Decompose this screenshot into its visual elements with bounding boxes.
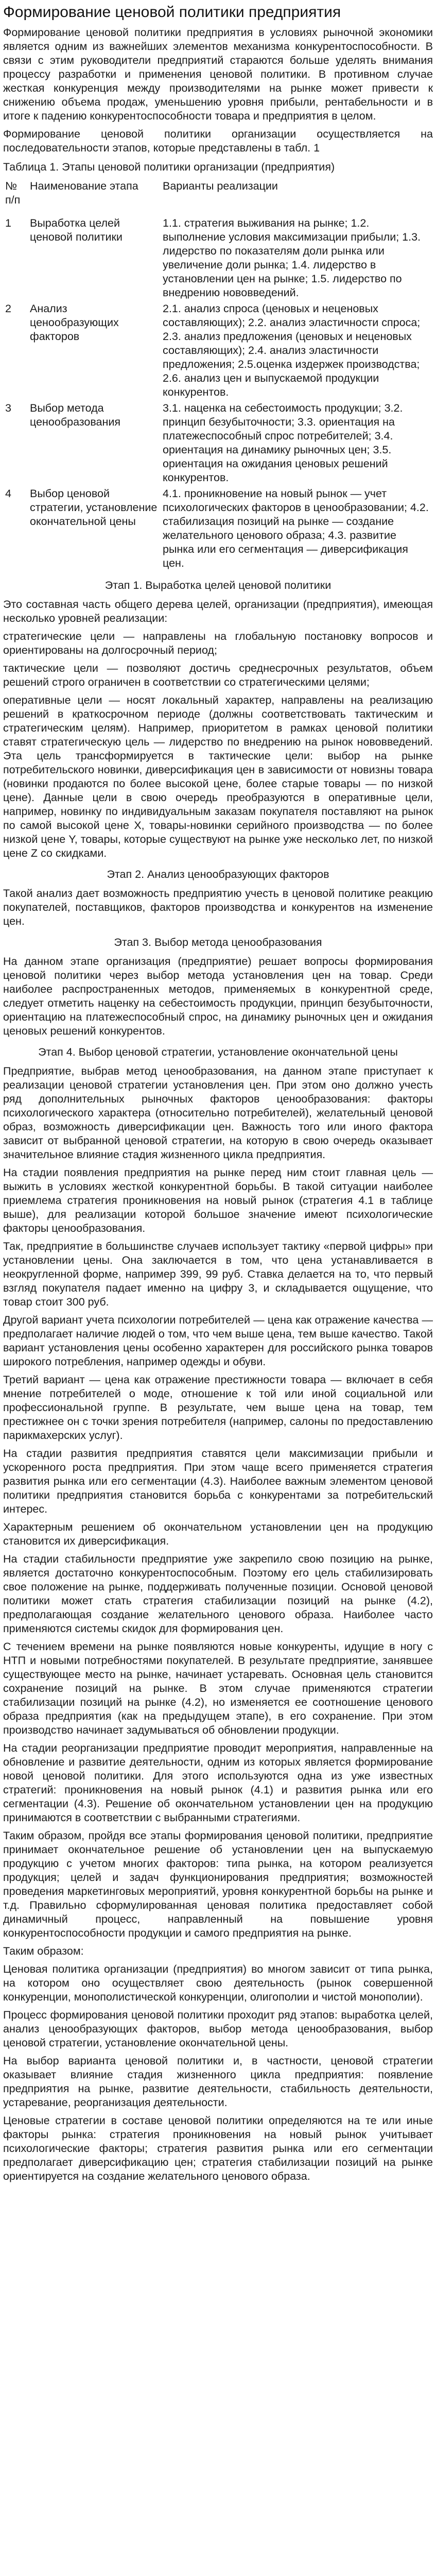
section-paragraph: Характерным решением об окончательном установлении цен на продукцию становится их диверсификация. bbox=[3, 1521, 433, 1547]
row-variants: 2.1. анализ спроса (ценовых и неценовых составляющих); 2.2. анализ эластичности спроса; 2.3. анализ предложения (ценовых и неценовых составляющих); 2.4. анализ эластичности предложения; 2.5.оценка издержек производства; 2.6. анализ цен и выпускаемой продукции конкурентов. bbox=[163, 302, 421, 398]
row-variants: 1.1. стратегия выживания на рынке; 1.2. выполнение условия максимизации прибыли; 1.3. лидерство по показателям доли рынка или увеличение доли рынка; 1.4. лидерство в установлении цен на рынке; 1.5. лидерство по внедрению нововведений. bbox=[163, 217, 421, 299]
row-stage: Выбор ценовой стратегии, установление окончательной цены bbox=[30, 487, 158, 528]
table-header-num: № п/п bbox=[5, 180, 21, 206]
section-paragraph: С течением времени на рынке появляются новые конкуренты, идущие в ногу с НТП и новыми потребностями покупателей. В результате предприятие, занявшее существующее место на рынке, начинает устаревать. Основная цель становится сохранение позиций на рынке. В этом случае применяются стратегии стабилизации позиций на рынке (4.2), но изменяется ее соотношение ценового образа предприятия (как на предыдущем этапе), в его сохранение. При этом производство начинает задумываться об обновлении продукции. bbox=[3, 1640, 433, 1736]
row-num: 2 bbox=[5, 302, 11, 315]
stages-table bbox=[3, 178, 433, 571]
section-paragraph: Другой вариант учета психологии потребителей — цена как отражение качества — предполагает наличие людей о том, что чем выше цена, тем выше качество. Такой вариант установления цены особенно характерен для российского рынка товаров широкого потребления, например одежды и обуви. bbox=[3, 1314, 433, 1368]
section-paragraph: Ценовые стратегии в составе ценовой политики определяются на те или иные факторы рынка: стратегия проникновения на новый рынок учитывает психологические факторы; стратегия развития рынка или его сегментации предполагает диверсификацию цен; стратегия стабилизации позиций на рынке ориентируется на создание желательного ценового образа. bbox=[3, 2114, 433, 2182]
table-header-stage: Наименование этапа bbox=[30, 180, 138, 192]
table-header-row bbox=[3, 178, 433, 208]
section-paragraph: стратегические цели — направлены на глобальную постановку вопросов и ориентированы на долгосрочный период; bbox=[3, 630, 433, 656]
row-stage: Выбор метода ценообразования bbox=[30, 402, 121, 428]
table-row bbox=[3, 301, 433, 400]
intro-paragraph: Формирование ценовой политики организации осуществляется на последовательности этапов, которые представлены в табл. 1 bbox=[3, 128, 433, 154]
intro-paragraph: Формирование ценовой политики предприятия в условиях рыночной экономики является одним из важнейших элементов механизма конкурентоспособности. В связи с этим руководители предприятий стараются больше уделять внимания процессу разработки и применения ценовой политики. В противном случае жесткая конкуренция между производителями на рынке может привести к снижению объема продаж, уменьшению уровня прибыли, рентабельности и в итоге к падению конкурентоспособности товара и предприятия в целом. bbox=[3, 26, 433, 122]
section-paragraph: Таким образом, пройдя все этапы формирования ценовой политики, предприятие принимает окончательное решение об установлении цен на выпускаемую продукцию с учетом многих факторов: типа рынка, на котором реализуется продукция; целей и задач функционирования предприятия; возможностей проведения маркетинговых мероприятий, уровня конкурентной борьбы на рынке и т.д. Правильно сформулированная ценовая политика предоставляет собой динамичный процесс, направленный на повышение уровня конкурентоспособности продукции и самого предприятия на рынке. bbox=[3, 1829, 433, 1939]
row-stage: Выработка целей ценовой политики bbox=[30, 217, 123, 243]
section-paragraph: Так, предприятие в большинстве случаев использует тактику «первой цифры» при установлении цены. Она заключается в том, что цена устанавливается в неокругленной форме, например 399, 99 руб. Ставка делается на то, что первый взгляд покупателя падает именно на цифру 3, и складывается ощущение, что товар стоит 300 руб. bbox=[3, 1240, 433, 1308]
table-header-variants: Варианты реализации bbox=[163, 180, 278, 192]
section-paragraph: Третий вариант — цена как отражение престижности товара — включает в себя мнение потребителей о моде, отношение к той или иной социальной или профессиональной группе. В результате, чем выше цена на товар, тем престижнее он с точки зрения потребителя (например, салоны по предоставлению парикмахерских услуг). bbox=[3, 1374, 433, 1442]
row-num: 3 bbox=[5, 402, 11, 414]
section-heading: Этап 4. Выбор ценовой стратегии, установление окончательной цены bbox=[38, 1046, 398, 1058]
row-num: 1 bbox=[5, 217, 11, 229]
section-heading: Этап 3. Выбор метода ценообразования bbox=[114, 936, 322, 948]
section-paragraph: оперативные цели — носят локальный характер, направлены на реализацию решений в краткосрочном периоде (должны соответствовать тактическим и стратегическим целям). Например, приоритетом в рамках ценовой политики ставят стратегическую цель — лидерство по внедрению на рынок нововведений. Эта цель трансформируется в тактические цели: выбор на рынке потребительского новинки, диверсификация цен в зависимости от новизны товара (новинки продаются по более высокой цене, более старые товары — по низкой цене). Данные цели в свою очередь преобразуются в оперативные цели, например, новинку по индивидуальным заказам покупателя поставляют на рынок по самой высокой цене X, товары-новинки серийного производства — по более низкой цене Y, товары, которые существуют на рынке уже несколько лет, по низкой цене Z со скидками. bbox=[3, 694, 433, 859]
section-paragraph: Процесс формирования ценовой политики проходит ряд этапов: выработка целей, анализ ценообразующих факторов, выбор метода ценообразования, выбор ценовой стратегии, установление окончательной цены. bbox=[3, 2009, 433, 2049]
row-stage: Анализ ценообразующих факторов bbox=[30, 302, 119, 343]
table-row bbox=[3, 486, 433, 571]
table-row bbox=[3, 215, 433, 301]
section-heading: Этап 1. Выработка целей ценовой политики bbox=[104, 579, 332, 591]
page-title: Формирование ценовой политики предприятия bbox=[3, 4, 341, 21]
section-paragraph: На данном этапе организация (предприятие) решает вопросы формирования ценовой политики через выбор метода установления цен на товар. Среди наиболее распространенных методов, применяемых в конкурентной среде, следует отметить наценку на себестоимость продукции, принцип безубыточности, ориентацию на платежеспособный спрос, на динамику рыночных цен и ожидания ценовых решений конкурентов. bbox=[3, 955, 433, 1037]
section-paragraph: На выбор варианта ценовой политики и, в частности, ценовой стратегии оказывает влияние стадия жизненного цикла предприятия: появление предприятия на рынке, развитие деятельности, стабильность деятельности, устаревание, реорганизация деятельности. bbox=[3, 2055, 433, 2109]
table-row bbox=[3, 400, 433, 486]
section-paragraph: Это составная часть общего дерева целей, организации (предприятия), имеющая несколько уровней реализации: bbox=[3, 598, 433, 624]
section-paragraph: На стадии развития предприятия ставятся цели максимизации прибыли и ускоренного роста предприятия. При этом чаще всего применяется стратегия развития рынка или его сегментации (4.3). Наиболее важным элементом ценовой политики предприятия становится борьба с конкурентами за потребительский интерес. bbox=[3, 1447, 433, 1515]
section-paragraph: На стадии стабильности предприятие уже закрепило свою позицию на рынке, является достаточно конкурентоспособным. Поэтому его цель стабилизировать свое положение на рынке, поддерживать полученные позиции. Основой ценовой политики может стать стратегия стабилизации позиций на рынке (4.2), предполагающая создание желательного ценового образа. Наиболее часто применяются системы скидок для формирования цен. bbox=[3, 1553, 433, 1635]
row-num: 4 bbox=[5, 487, 11, 500]
row-variants: 3.1. наценка на себестоимость продукции; 3.2. принцип безубыточности; 3.3. ориентация на платежеспособный спрос потребителей; 3.4. ориентация на динамику рыночных цен; 3.5. ориентация на ожидания ценовых решений конкурентов. bbox=[163, 402, 403, 484]
sections-container bbox=[3, 579, 433, 2183]
table-caption: Таблица 1. Этапы ценовой политики организации (предприятия) bbox=[3, 161, 335, 173]
section-heading: Этап 2. Анализ ценообразующих факторов bbox=[107, 868, 329, 880]
section-paragraph: На стадии реорганизации предприятие проводит мероприятия, направленные на обновление и развитие деятельности, одним из которых является формирование новой ценовой политики. Для этого используются одна из уже известных стратегий: проникновения на новый рынок (4.1) и развития рынка или его сегментации (4.3). Решение об окончательном установлении цен на продукцию принимаются в соответствии с выбранными стратегиями. bbox=[3, 1742, 433, 1824]
section-paragraph: тактические цели — позволяют достичь среднесрочных результатов, объем решений строго ограничен в соответствии со стратегическими целями; bbox=[3, 662, 433, 688]
section-paragraph: На стадии появления предприятия на рынке перед ним стоит главная цель — выжить в условиях жесткой конкурентной борьбы. В такой ситуации наиболее приемлема стратегия проникновения на новый рынок (стратегия 4.1 в таблице выше), для реализации которой большое значение имеют психологические факторы ценообразования. bbox=[3, 1166, 433, 1234]
row-variants: 4.1. проникновение на новый рынок — учет психологических факторов в ценообразовании; 4.2. стабилизация позиций на рынке — создание желательного ценового образа; 4.3. развитие рынка или его сегментация — диверсификация цен. bbox=[163, 487, 429, 569]
section-paragraph: Таким образом: bbox=[3, 1945, 84, 1957]
section-paragraph: Такой анализ дает возможность предприятию учесть в ценовой политике реакцию покупателей, поставщиков, факторов производства и конкурентов на изменение цен. bbox=[3, 887, 433, 927]
section-paragraph: Предприятие, выбрав метод ценообразования, на данном этапе приступает к реализации ценовой стратегии установления цен. При этом оно должно учесть ряд дополнительных рыночных факторов ценообразования: факторы психологического характера (относительно потребителей), желательный ценовой образ, возможность диверсификации цен. Важность того или иного фактора зависит от выбранной ценовой стратегии, на которую в свою очередь оказывает значительное влияние стадия жизненного цикла предприятия. bbox=[3, 1065, 433, 1161]
section-paragraph: Ценовая политика организации (предприятия) во многом зависит от типа рынка, на котором оно осуществляет свою деятельность (рынок совершенной конкуренции, монополистической конкуренции, олигополии и чистой монополии). bbox=[3, 1963, 433, 2003]
